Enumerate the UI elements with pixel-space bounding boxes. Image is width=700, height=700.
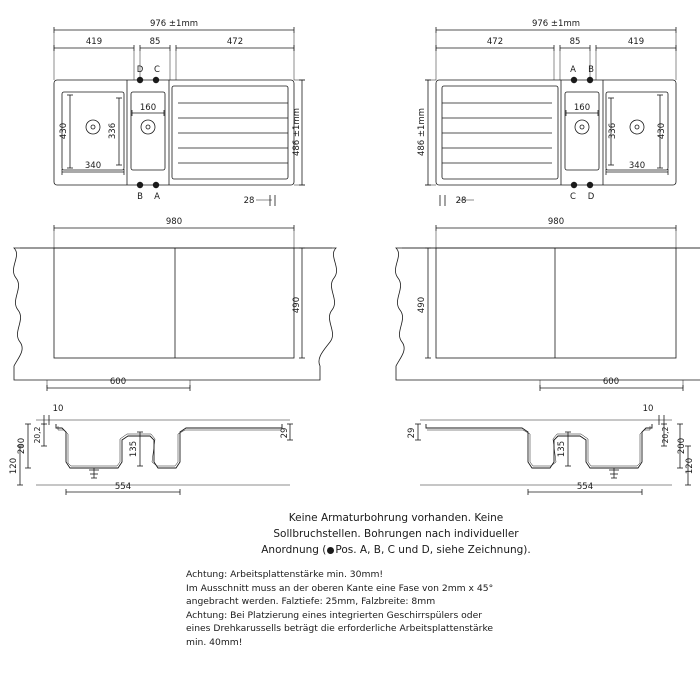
dim-tl-right-seg: 472 bbox=[226, 37, 244, 47]
dim-tl-bowl-small: 336 bbox=[108, 122, 118, 140]
view-top-right bbox=[425, 27, 676, 206]
dim-sl-rim-height: 29 bbox=[280, 427, 290, 439]
note-small-line-6: min. 40mm! bbox=[186, 636, 243, 648]
dim-tr-bowl-depth: 430 bbox=[657, 122, 667, 140]
dim-tl-bottom-width: 340 bbox=[84, 161, 102, 171]
note-main-line-3 bbox=[186, 542, 606, 558]
note-small-line-5: eines Drehkarussells beträgt die erforderliche Arbeitsplattenstärke bbox=[186, 623, 494, 634]
hole-label-c-left: C bbox=[154, 65, 160, 75]
dim-sl-depth-total: 200 bbox=[17, 437, 27, 455]
dim-tr-center-seg: 85 bbox=[569, 37, 581, 47]
note-main-line-2: Sollbruchstellen. Bohrungen nach individueller bbox=[273, 528, 519, 540]
dim-tl-center: 160 bbox=[139, 103, 157, 113]
hole-label-c-right: C bbox=[570, 192, 576, 202]
view-top-left bbox=[54, 27, 305, 206]
dim-tl-edge-offset: 28 bbox=[243, 196, 255, 206]
hole-label-a-left: A bbox=[154, 192, 160, 202]
dim-sl-depth-lower: 120 bbox=[9, 457, 19, 475]
dim-sr-depth-small: 20,2 bbox=[661, 426, 670, 444]
dim-sr-top-thickness: 10 bbox=[642, 404, 654, 414]
dim-tl-overall-width: 976 ±1mm bbox=[149, 19, 199, 29]
dim-tr-bowl-small: 336 bbox=[608, 122, 618, 140]
hole-label-a-right: A bbox=[570, 65, 576, 75]
view-front-left bbox=[13, 225, 336, 391]
note-small-block bbox=[186, 568, 606, 649]
dim-fl-cutout-width: 980 bbox=[165, 217, 183, 227]
dim-sl-top-thickness: 10 bbox=[52, 404, 64, 414]
note-main-line-3-pre: Anordnung ( bbox=[261, 544, 327, 556]
dim-tr-edge-offset: 28 bbox=[455, 196, 467, 206]
note-main-line-3-post: Pos. A, B, C und D, siehe Zeichnung). bbox=[335, 544, 531, 556]
dim-tr-overall-height: 486 ±1mm bbox=[417, 107, 427, 157]
hole-label-b-left: B bbox=[137, 192, 143, 202]
dim-fr-base-width: 600 bbox=[602, 377, 620, 387]
dim-sr-depth-total: 200 bbox=[677, 437, 687, 455]
dim-tr-bottom-width: 340 bbox=[628, 161, 646, 171]
view-section-right bbox=[415, 415, 691, 495]
position-marker-icon bbox=[327, 547, 334, 554]
dim-tr-overall-width: 976 ±1mm bbox=[531, 19, 581, 29]
dim-tl-bowl-depth: 430 bbox=[59, 122, 69, 140]
dim-fr-cutout-height: 490 bbox=[417, 296, 427, 314]
dim-tr-right-seg: 419 bbox=[627, 37, 645, 47]
hole-label-d-right: D bbox=[587, 192, 595, 202]
view-front-right bbox=[395, 225, 700, 391]
dim-tr-center: 160 bbox=[573, 103, 591, 113]
dim-tl-left-seg: 419 bbox=[85, 37, 103, 47]
dim-fr-cutout-width: 980 bbox=[547, 217, 565, 227]
dim-fl-base-width: 600 bbox=[109, 377, 127, 387]
dim-sr-rim-height: 29 bbox=[407, 427, 417, 439]
dim-sr-section-width: 554 bbox=[576, 482, 594, 492]
note-small-line-3: angebracht werden. Falztiefe: 25mm, Falzbreite: 8mm bbox=[186, 596, 436, 607]
view-section-left bbox=[17, 415, 293, 495]
dim-tl-center-seg: 85 bbox=[149, 37, 161, 47]
note-small-line-1: Achtung: Arbeitsplattenstärke min. 30mm! bbox=[186, 569, 384, 580]
dim-sr-bowl-height: 135 bbox=[557, 440, 567, 458]
hole-label-d-left: D bbox=[136, 65, 144, 75]
note-small-line-4: Achtung: Bei Platzierung eines integrierten Geschirrspülers oder bbox=[186, 609, 483, 621]
dim-sl-depth-small: 20,2 bbox=[33, 426, 42, 444]
note-small-line-2: Im Ausschnitt muss an der oberen Kante eine Fase von 2mm x 45° bbox=[186, 582, 494, 594]
dim-sl-section-width: 554 bbox=[114, 482, 132, 492]
dim-sr-depth-lower: 120 bbox=[685, 457, 695, 475]
dim-tr-left-seg: 472 bbox=[486, 37, 504, 47]
hole-label-b-right: B bbox=[588, 65, 594, 75]
notes-block bbox=[186, 510, 606, 649]
dim-fl-cutout-height: 490 bbox=[292, 296, 302, 314]
dim-sl-bowl-height: 135 bbox=[129, 440, 139, 458]
note-main-line-1: Keine Armaturbohrung vorhanden. Keine bbox=[288, 512, 504, 524]
dim-tl-overall-height: 486 ±1mm bbox=[292, 107, 302, 157]
